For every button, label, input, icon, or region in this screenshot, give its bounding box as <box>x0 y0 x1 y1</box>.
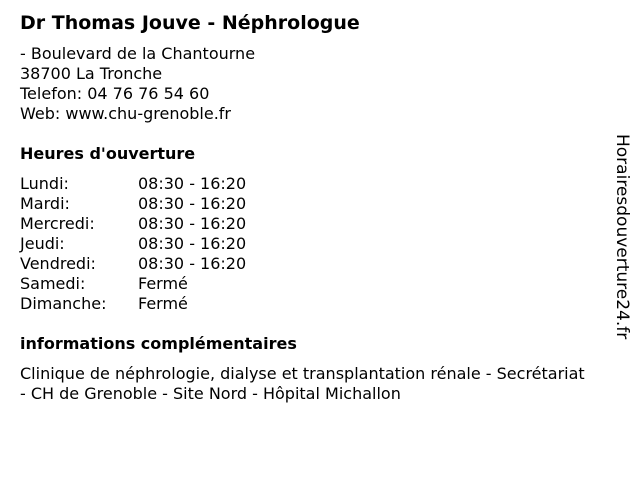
hours-day: Lundi: <box>20 174 69 193</box>
hours-time: 08:30 - 16:20 <box>138 194 247 213</box>
hours-day: Dimanche: <box>20 294 107 313</box>
hours-time: 08:30 - 16:20 <box>138 174 247 193</box>
listing-content <box>20 10 620 404</box>
site-watermark: Horairesdouverture24.fr <box>612 134 632 340</box>
address-street: - Boulevard de la Chantourne <box>20 44 256 63</box>
hours-time: Fermé <box>138 274 188 293</box>
hours-row-thursday <box>20 234 620 254</box>
opening-hours-table <box>20 174 620 314</box>
opening-hours-heading: Heures d'ouverture <box>20 144 196 163</box>
hours-row-monday <box>20 174 620 194</box>
hours-time: 08:30 - 16:20 <box>138 254 247 273</box>
hours-row-friday <box>20 254 620 274</box>
hours-day: Samedi: <box>20 274 86 293</box>
hours-row-tuesday <box>20 194 620 214</box>
hours-day: Jeudi: <box>20 234 65 253</box>
hours-day: Vendredi: <box>20 254 96 273</box>
page-title: Dr Thomas Jouve - Néphrologue <box>20 12 360 34</box>
additional-info-text: Clinique de néphrologie, dialyse et transplantation rénale - Secrétariat - CH de Grenoble - Site Nord - Hôpital Michallon <box>20 364 585 403</box>
hours-day: Mercredi: <box>20 214 95 233</box>
address-city: 38700 La Tronche <box>20 64 163 83</box>
hours-day: Mardi: <box>20 194 70 213</box>
phone-number: Telefon: 04 76 76 54 60 <box>20 84 210 103</box>
address-block <box>20 44 620 124</box>
hours-time: 08:30 - 16:20 <box>138 234 247 253</box>
hours-time: Fermé <box>138 294 188 313</box>
hours-time: 08:30 - 16:20 <box>138 214 247 233</box>
additional-info-heading: informations complémentaires <box>20 334 297 353</box>
website: Web: www.chu-grenoble.fr <box>20 104 231 123</box>
hours-row-wednesday <box>20 214 620 234</box>
hours-row-saturday <box>20 274 620 294</box>
hours-row-sunday <box>20 294 620 314</box>
